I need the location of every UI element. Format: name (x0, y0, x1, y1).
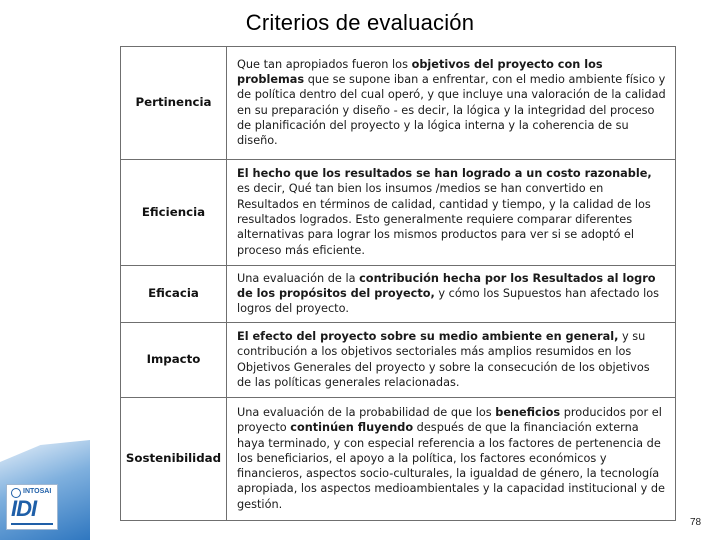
description-text: Una evaluación de la probabilidad de que los (237, 405, 496, 419)
page-number: 78 (690, 517, 702, 528)
criteria-row (121, 323, 676, 398)
criteria-table (120, 46, 676, 521)
criteria-row (121, 160, 676, 266)
description-text: y su contribución a los objetivos sectoriales más amplios resumidos en los Objetivos Generales del proyecto y sobre la consecución de los objetivos de las políticas generales relacionadas. (237, 329, 650, 389)
description-bold-text: beneficios (495, 405, 561, 419)
logo-underline (11, 523, 53, 525)
idi-logo (6, 484, 58, 530)
description-bold-text: El efecto del proyecto sobre su medio ambiente en general, (237, 329, 619, 343)
logo-org-text: INTOSAI (23, 488, 52, 495)
criteria-row (121, 47, 676, 160)
description-text: después de que la financiación externa haya terminado, y con especial referencia a los factores de pertenencia de los beneficiarios, el apoyo a la política, los factores económicos y financieros, aspectos socio-culturales, la igualdad de género, la tecnología apropiada, los aspectos medioambientales y la capacidad institucional y de gestión. (237, 421, 666, 511)
criterion-name: Eficiencia (121, 160, 227, 266)
criteria-table-body (121, 47, 676, 521)
description-text: que se supone iban a enfrentar, con el medio ambiente físico y de política dentro del cual operó, y que incluye una valoración de la calidad en su preparación y diseño - es decir, la lógica y la integridad del proceso de planificación del proyecto y la lógica interna y la coherencia de su diseño. (237, 72, 666, 148)
criteria-row (121, 266, 676, 323)
slide-title: Criterios de evaluación (245, 10, 475, 35)
description-bold-text: continúen fluyendo (290, 421, 414, 435)
criterion-description (227, 398, 676, 521)
criterion-description (227, 266, 676, 323)
logo-main-text: IDI (11, 496, 37, 521)
description-text: es decir, Qué tan bien los insumos /medios se han convertido en Resultados en términos de calidad, cantidad y tiempo, y la calidad de los resultados logrados. Esto generalmente requiere comparar diferentes alternativas para lograr los mismos productos para ver si se adoptó el proceso más eficiente. (237, 182, 651, 257)
description-bold-text: objetivos del proyecto con los problemas (237, 57, 603, 86)
criterion-description (227, 47, 676, 160)
criterion-name: Pertinencia (121, 47, 227, 160)
description-text: producidos por el proyecto (237, 405, 662, 435)
description-bold-text: El hecho que los resultados se han logrado a un costo razonable, (237, 167, 652, 181)
criterion-description (227, 160, 676, 266)
description-text: y cómo los Supuestos han afectado los logros del proyecto. (237, 286, 660, 316)
criterion-name: Eficacia (121, 266, 227, 323)
description-text: Una evaluación de la (237, 271, 360, 285)
description-text: Que tan apropiados fueron los (237, 57, 412, 71)
criterion-name: Impacto (121, 323, 227, 398)
criterion-description (227, 323, 676, 398)
description-bold-text: contribución hecha por los Resultados al logro de los propósitos del proyecto, (237, 271, 656, 300)
criteria-row (121, 398, 676, 521)
criterion-name: Sostenibilidad (121, 398, 227, 521)
